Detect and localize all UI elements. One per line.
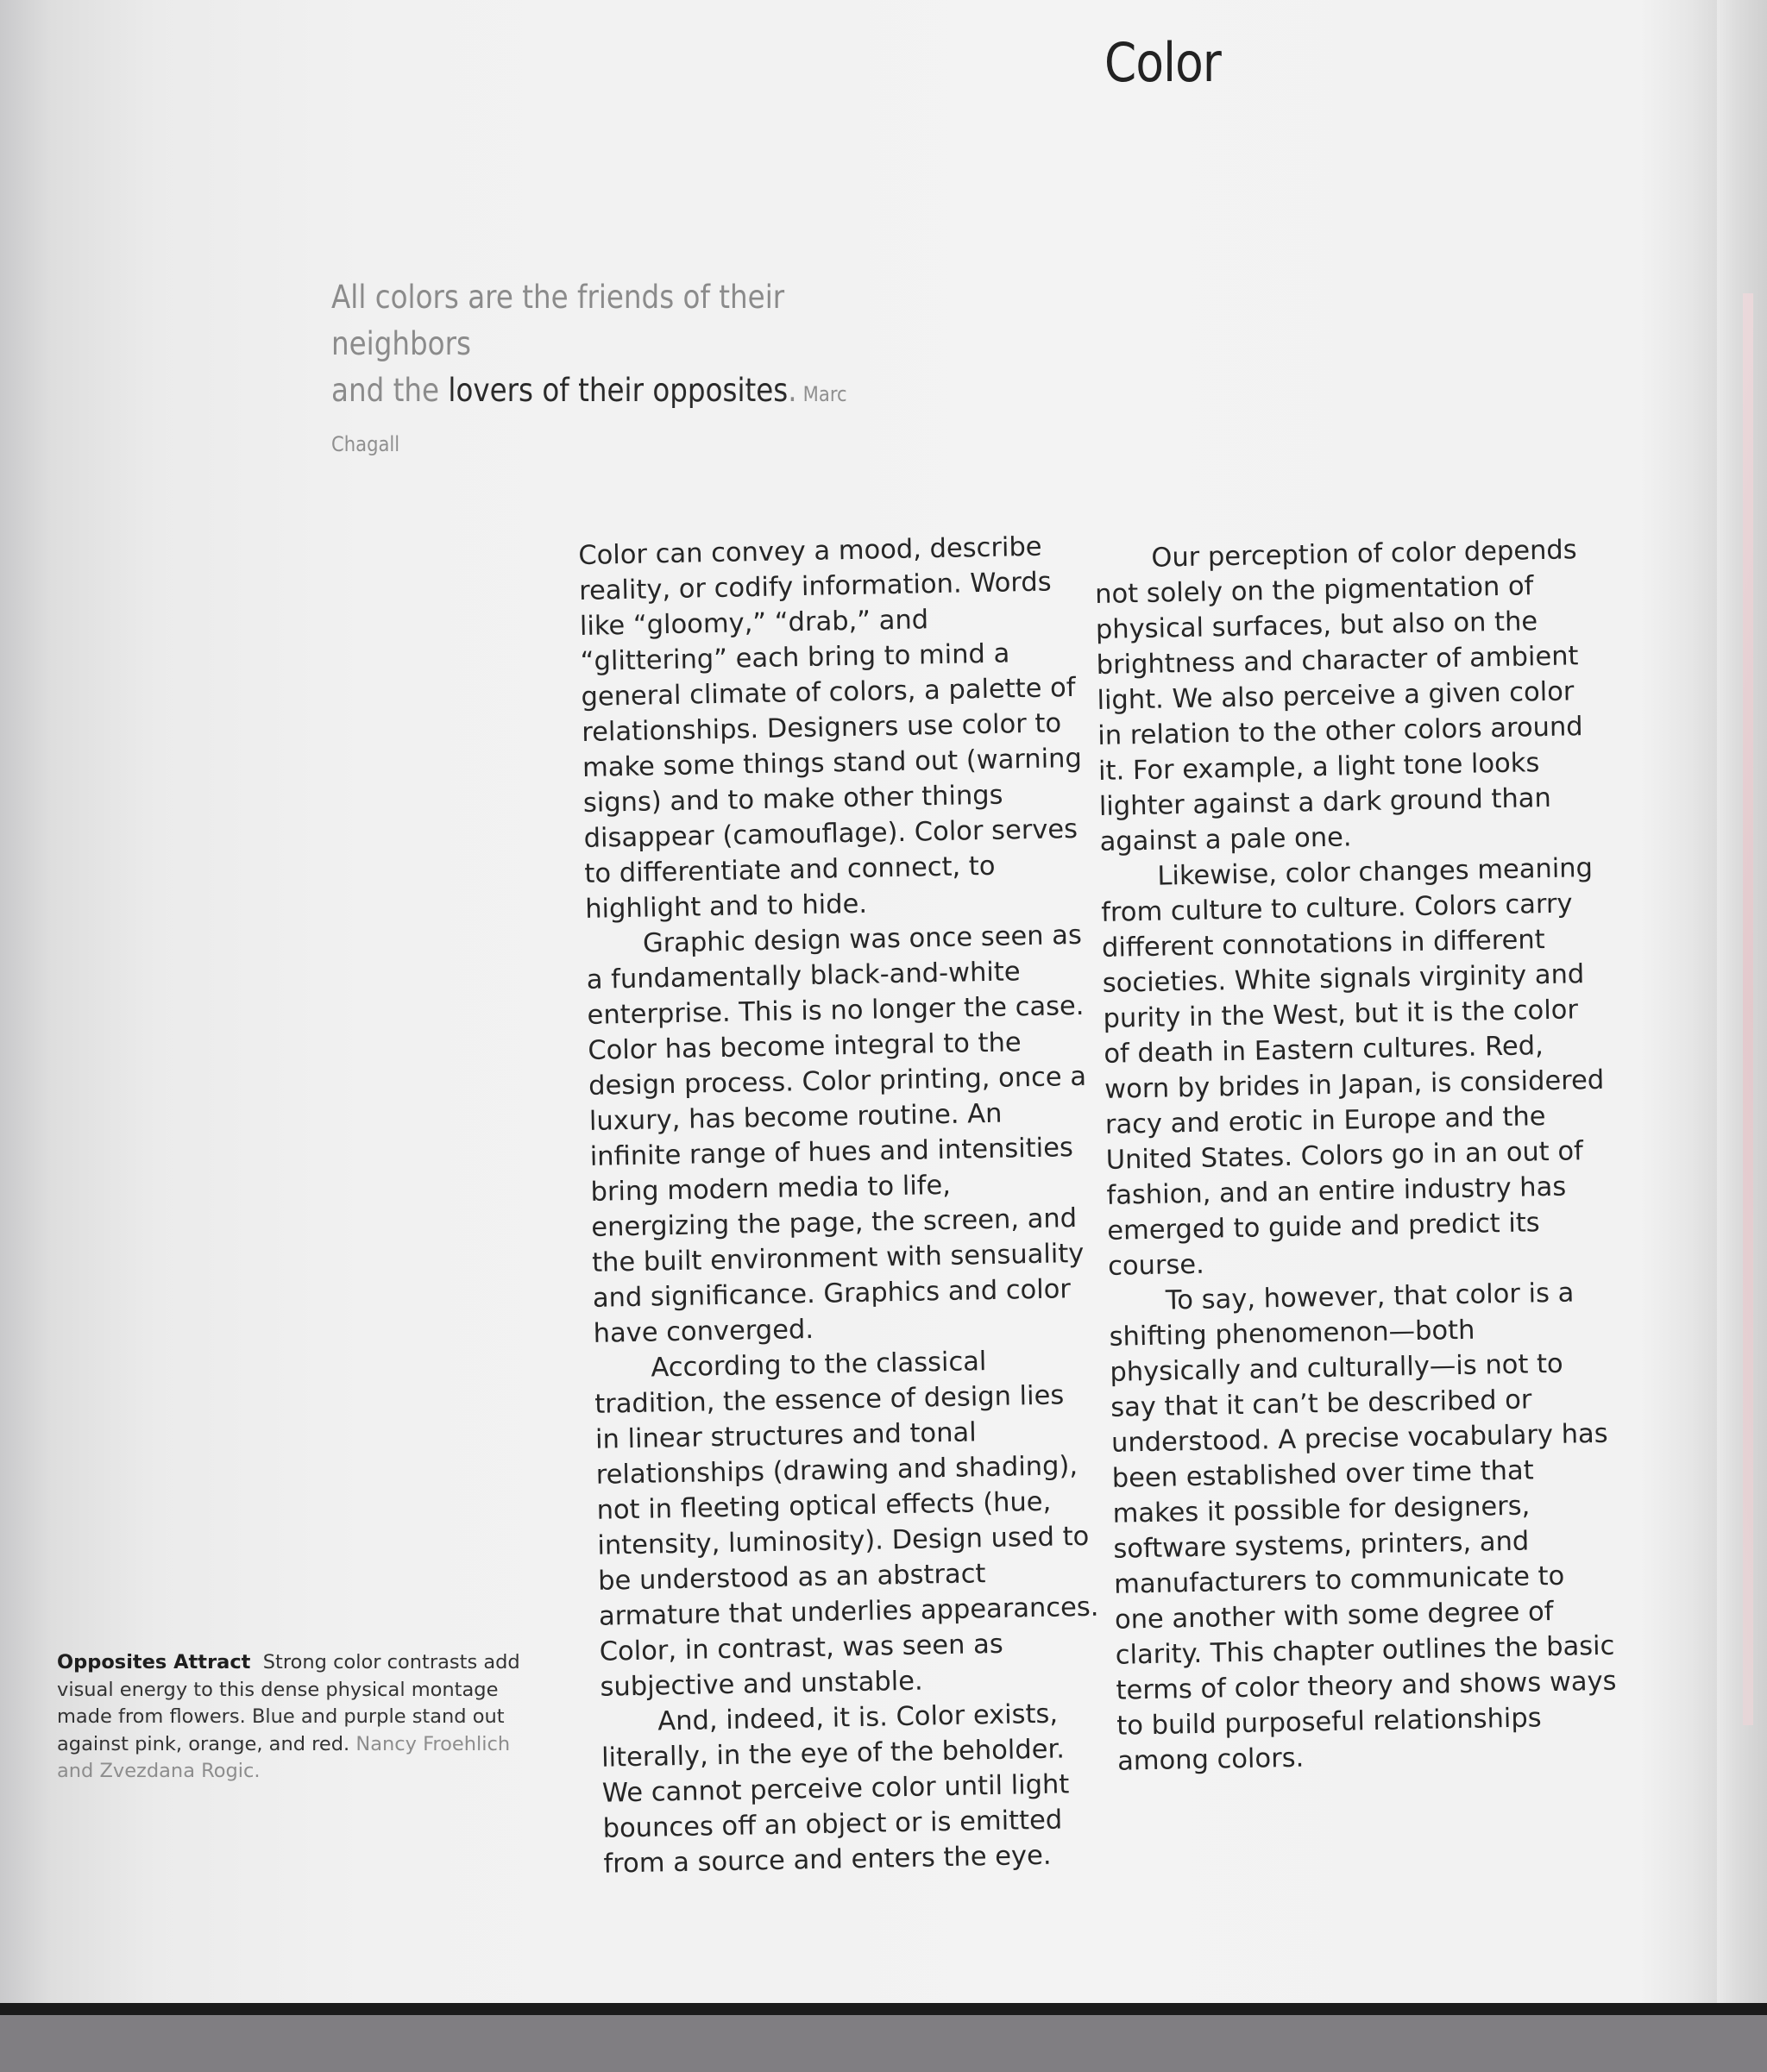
page-edge <box>1717 0 1767 2010</box>
body-paragraph: According to the classical tradition, the essence of design lies in linear structures and tonal relationships (drawing and shading), not in fleeting optical effects (hue, intensity, luminosity). Design used to be understood as an abstract armature that underlies appearances. Color, in contrast, was seen as subjective and unstable. <box>594 1347 1099 1703</box>
epigraph-line-2-dark: lovers of their opposites <box>448 372 789 409</box>
chapter-title: Color <box>1104 31 1221 94</box>
epigraph-quote <box>331 274 909 468</box>
body-column-right <box>1094 532 1618 1780</box>
body-paragraph: Likewise, color changes meaning from culture to culture. Colors carry different connotations in different societies. White signals virginity and purity in the West, but it is the color of death in Eastern cultures. Red, worn by brides in Japan, is considered racy and erotic in Europe and the United States. Colors go in an out of fashion, and an entire industry has emerged to guide and predict its course. <box>1100 852 1605 1282</box>
body-column-middle <box>578 529 1104 1882</box>
body-paragraph: And, indeed, it is. Color exists, literally, in the eye of the beholder. We cannot perceive color until light bounces off an object or is emitted from a source and enters the eye. <box>601 1698 1070 1880</box>
epigraph-line-1: All colors are the friends of their neighbors <box>331 279 785 362</box>
body-paragraph: Graphic design was once seen as a fundamentally black-and-white enterprise. This is no longer the case. Color has become integral to the design process. Color printing, once a luxury, has become routine. An infinite range of hues and intensities bring modern media to life, energizing the page, the screen, and the built environment with sensuality and significance. Graphics and color have converged. <box>586 920 1087 1349</box>
epigraph-author: Marc Chagall <box>331 382 847 456</box>
epigraph-line-2 <box>331 367 909 468</box>
caption-title: Opposites Attract <box>57 1651 251 1673</box>
page-edge-tint <box>1743 293 1753 1725</box>
epigraph-line-2-light: and the <box>331 372 449 409</box>
scan-background <box>0 2015 1767 2072</box>
page-bottom-shadow <box>0 2003 1767 2015</box>
epigraph-period: . <box>788 372 797 409</box>
body-paragraph: Color can convey a mood, describe reality, or codify information. Words like “gloomy,” “drab,” and “glittering” each bring to mind a general climate of colors, a palette of relationships. Designers use color to make some things stand out (warning signs) and to make other things disappear (camouflage). Color serves to differentiate and connect, to highlight and to hide. <box>578 531 1083 925</box>
caption-credit: Nancy Froehlich and Zvezdana Rogic. <box>57 1732 511 1782</box>
body-paragraph: Our perception of color depends not solely on the pigmentation of physical surfaces, but also on the brightness and character of ambient light. We also perceive a given color in relation to the other colors around it. For example, a light tone looks lighter against a dark ground than against a pale one. <box>1094 535 1583 857</box>
figure-caption <box>57 1649 545 1786</box>
body-paragraph: To say, however, that color is a shifting phenomenon—both physically and culturally—is not to say that it can’t be described or understood. A precise vocabulary has been established over time that makes it possible for designers, software systems, printers, and manufacturers to communicate to one another with some degree of clarity. This chapter outlines the basic terms of color theory and shows ways to build purposeful relationships among colors. <box>1109 1278 1617 1777</box>
caption-body: Strong color contrasts add visual energy to this dense physical montage made from flowers. Blue and purple stand out against pink, orange, and red. <box>57 1651 520 1755</box>
